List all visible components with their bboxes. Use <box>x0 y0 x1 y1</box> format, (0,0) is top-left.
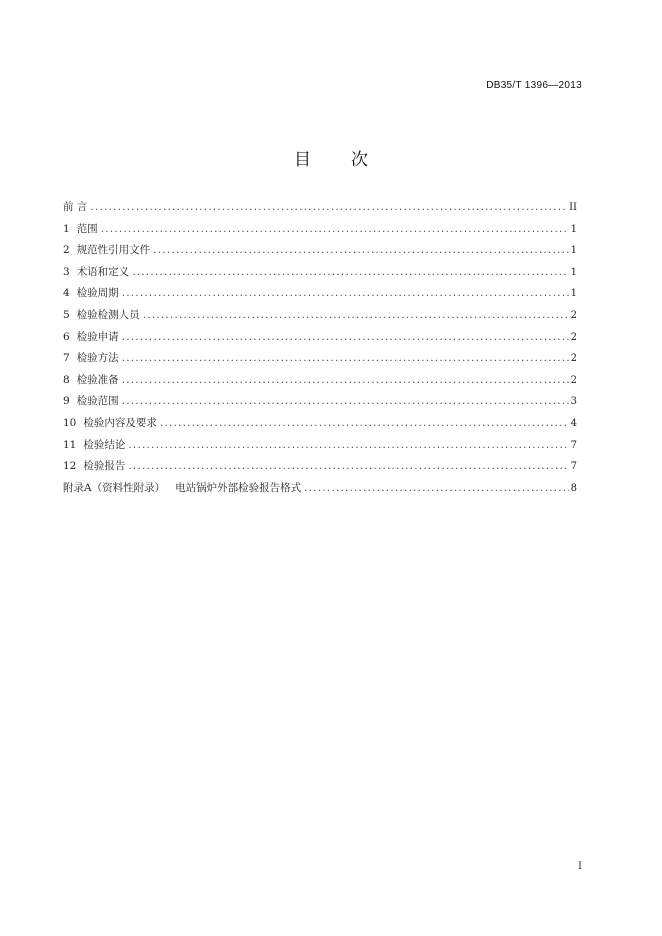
toc-entry-title: 规范性引用文件 <box>76 244 151 257</box>
toc-entry-title: 范围 <box>76 222 98 235</box>
toc-entry-number: 5 <box>63 308 70 321</box>
toc-entry-number: 2 <box>63 244 70 257</box>
toc-entry-number: 1 <box>63 222 70 235</box>
toc-entry-12[interactable] <box>63 459 577 481</box>
toc-entry-title: 附录A（资料性附录） 电站锅炉外部检验报告格式 <box>63 481 302 494</box>
toc-dot-leader <box>122 373 569 387</box>
toc-entry-number: 6 <box>63 330 70 343</box>
toc-entry-page: 2 <box>570 353 577 365</box>
toc-entry-7[interactable] <box>63 351 577 373</box>
toc-entry-number: 4 <box>63 287 70 300</box>
toc-entry-page: 1 <box>570 245 577 257</box>
page-title-part2: 次 <box>351 150 368 170</box>
toc-entry-foreword[interactable] <box>63 200 577 222</box>
toc-entry-4[interactable] <box>63 286 577 308</box>
toc-entry-title: 检验方法 <box>76 352 119 365</box>
toc-entry-title: 检验检测人员 <box>76 308 140 321</box>
toc-entry-page: 7 <box>570 461 577 473</box>
toc-entry-page: 1 <box>570 288 577 300</box>
toc-dot-leader <box>90 200 567 214</box>
toc-entry-8[interactable] <box>63 373 577 395</box>
toc-entry-number: 9 <box>63 395 70 408</box>
toc-entry-number: 11 <box>63 438 77 451</box>
toc-entry-title: 检验周期 <box>76 287 119 300</box>
document-code: DB35/T 1396—2013 <box>486 80 582 91</box>
toc-entry-title: 检验范围 <box>76 395 119 408</box>
toc-dot-leader <box>101 222 569 236</box>
toc-entry-title: 检验报告 <box>83 460 126 473</box>
toc-entry-number: 10 <box>63 416 77 429</box>
toc-entry-title: 术语和定义 <box>76 265 130 278</box>
toc-dot-leader <box>153 243 568 257</box>
toc-entry-page: 3 <box>570 396 577 408</box>
toc-entry-11[interactable] <box>63 438 577 460</box>
toc-dot-leader <box>122 286 569 300</box>
toc-entry-3[interactable] <box>63 265 577 287</box>
toc-entry-title: 检验结论 <box>83 438 126 451</box>
toc-entry-1[interactable] <box>63 222 577 244</box>
toc-dot-leader <box>122 351 569 365</box>
toc-dot-leader <box>160 416 569 430</box>
toc-entry-2[interactable] <box>63 243 577 265</box>
toc-dot-leader <box>128 459 568 473</box>
toc-entry-page: 1 <box>570 223 577 235</box>
toc-dot-leader <box>122 330 569 344</box>
page-number: I <box>578 861 582 872</box>
toc-entry-number: 3 <box>63 265 70 278</box>
toc-entry-9[interactable] <box>63 394 577 416</box>
toc-entry-page: 1 <box>570 266 577 278</box>
toc-dot-leader <box>128 438 568 452</box>
toc-dot-leader <box>304 481 569 495</box>
toc-dot-leader <box>122 394 569 408</box>
toc-entry-number: 8 <box>63 373 70 386</box>
toc-entry-page: 8 <box>570 482 577 494</box>
toc-entry-title: 检验内容及要求 <box>83 416 157 429</box>
page-title-part1: 目 <box>294 150 311 170</box>
toc-entry-title: 检验申请 <box>76 330 119 343</box>
toc-entry-6[interactable] <box>63 330 577 352</box>
toc-entry-page: II <box>569 202 577 213</box>
toc-entry-title: 前 言 <box>63 201 88 213</box>
toc-entry-page: 2 <box>570 374 577 386</box>
toc-dot-leader <box>132 265 568 279</box>
page-title <box>0 145 662 170</box>
toc-entry-title: 检验准备 <box>76 373 119 386</box>
toc-entry-5[interactable] <box>63 308 577 330</box>
toc-entry-number: 7 <box>63 352 70 365</box>
toc-entry-page: 2 <box>570 309 577 321</box>
toc-entry-appendix-a[interactable] <box>63 481 577 503</box>
toc-entry-page: 4 <box>570 417 577 429</box>
toc-entry-page: 2 <box>570 331 577 343</box>
table-of-contents <box>63 200 577 502</box>
toc-entry-page: 7 <box>570 439 577 451</box>
toc-entry-10[interactable] <box>63 416 577 438</box>
toc-dot-leader <box>143 308 569 322</box>
toc-entry-number: 12 <box>63 460 77 473</box>
